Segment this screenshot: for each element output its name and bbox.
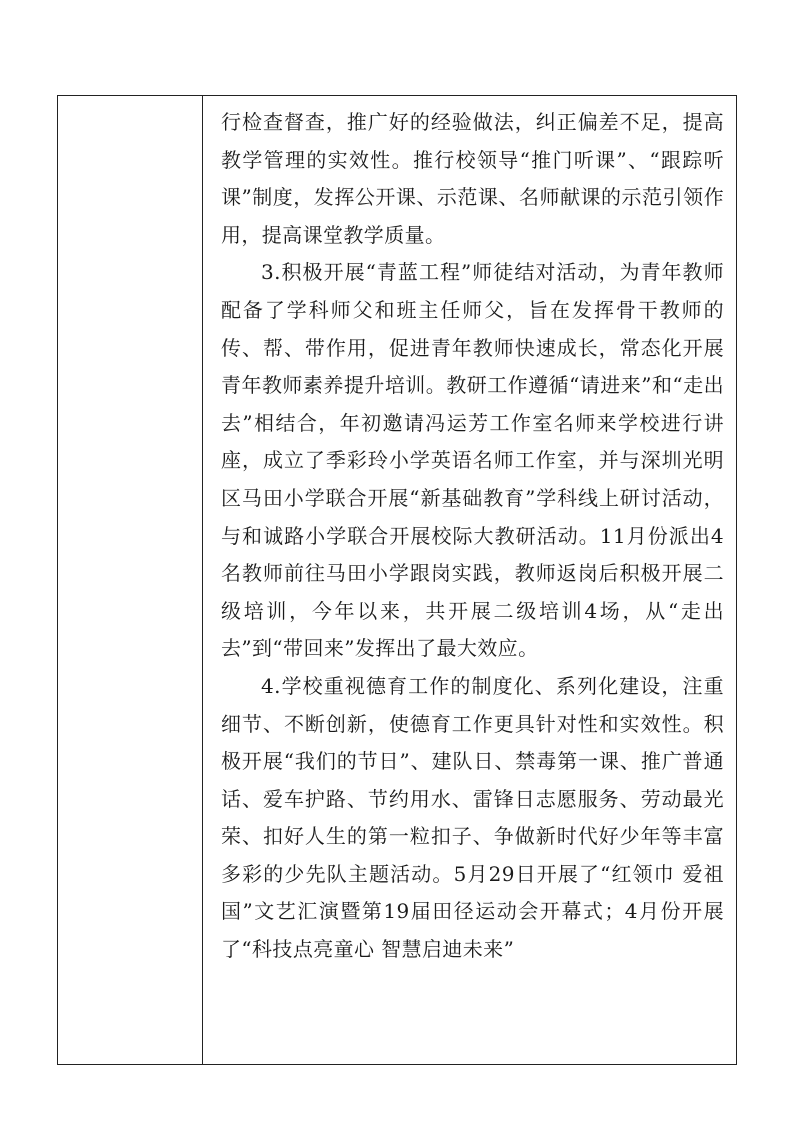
document-table bbox=[57, 95, 737, 1065]
table-left-column bbox=[58, 96, 203, 1064]
paragraph-qinglan-project: 3.积极开展“青蓝工程”师徒结对活动，为青年教师配备了学科师父和班主任师父，旨在发挥骨干教师的传、帮、带作用，促进青年教师快速成长，常态化开展青年教师素养提升培训。教研工作遵循“请进来”和“走出去”相结合，年初邀请冯运芳工作室名师来学校进行讲座，成立了季彩玲小学英语名师工作室，并与深圳光明区马田小学联合开展“新基础教育”学科线上研讨活动，与和诚路小学联合开展校际大教研活动。11月份派出4名教师前往马田小学跟岗实践，教师返岗后积极开展二级培训，今年以来，共开展二级培训4场，从“走出去”到“带回来”发挥出了最大效应。 bbox=[221, 260, 724, 661]
paragraph-moral-education: 4.学校重视德育工作的制度化、系列化建设，注重细节、不断创新，使德育工作更具针对性和实效性。积极开展“我们的节日”、建队日、禁毒第一课、推广普通话、爱车护路、节约用水、雷锋日志愿服务、劳动最光荣、扣好人生的第一粒扣子、争做新时代好少年等丰富多彩的少先队主题活动。5月29日开展了“红领巾 爱祖国”文艺汇演暨第19届田径运动会开幕式；4月份开展了“科技点亮童心 智慧启迪未来” bbox=[221, 673, 724, 962]
paragraph-teaching-management: 行检查督查，推广好的经验做法，纠正偏差不足，提高教学管理的实效性。推行校领导“推门听课”、“跟踪听课”制度，发挥公开课、示范课、名师献课的示范引领作用，提高课堂教学质量。 bbox=[221, 110, 724, 247]
table-content-cell bbox=[203, 96, 736, 1064]
